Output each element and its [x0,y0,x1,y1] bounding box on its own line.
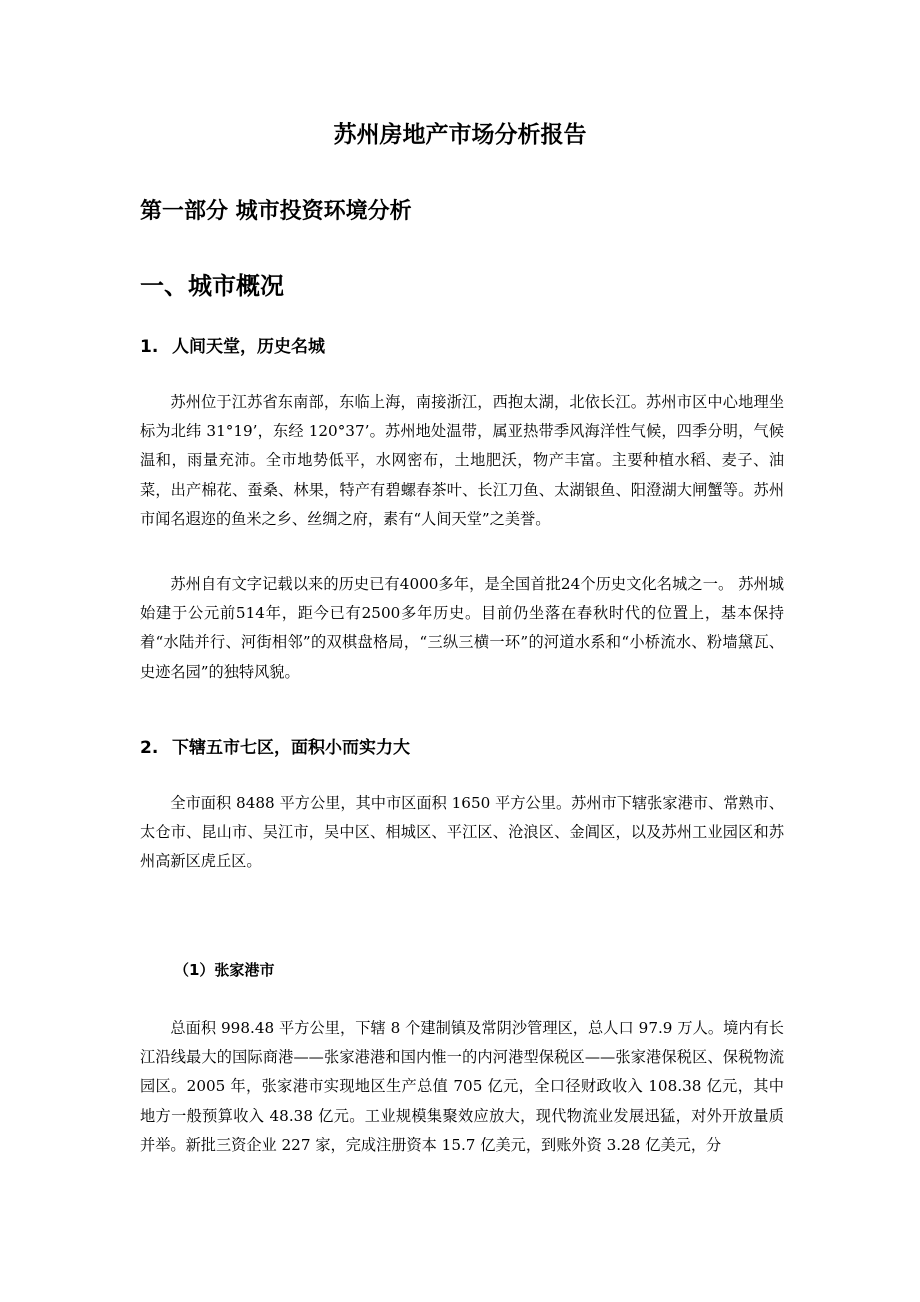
part-heading: 第一部分 城市投资环境分析 [140,199,412,224]
paragraph: 苏州位于江苏省东南部，东临上海，南接浙江，西抱太湖，北依长江。苏州市区中心地理坐标为北纬 31°19’，东经 120°37’。苏州地处温带，属亚热带季风海洋性气候，四季分明，气候温和，雨量充沛。全市地势低平，水网密布，土地肥沃，物产丰富。主要种植水稻、麦子、油菜，出产棉花、蚕桑、林果，特产有碧螺春茶叶、长江刀鱼、太湖银鱼、阳澄湖大闸蟹等。苏州市闻名遐迩的鱼米之乡、丝绸之府，素有“人间天堂”之美誉。 [140,393,784,528]
section-heading: 一、城市概况 [140,272,284,300]
subsection-title: 下辖五市七区，面积小而实力大 [172,738,410,758]
paragraph: 苏州自有文字记载以来的历史已有4000多年，是全国首批24个历史文化名城之一。 苏州城始建于公元前514年，距今已有2500多年历史。目前仍坐落在春秋时代的位置上，基本保持着“水陆并行、河街相邻”的双棋盘格局，“三纵三横一环”的河道水系和“小桥流水、粉墙黛瓦、史迹名园”的独特风貌。 [140,575,784,681]
sub-subsection-heading: （1）张家港市 [174,961,275,979]
subsection-number: 1. [140,337,159,357]
subsection-heading-2 [140,734,410,762]
subsection-heading-1 [140,333,325,361]
paragraph: 总面积 998.48 平方公里，下辖 8 个建制镇及常阴沙管理区，总人口 97.9 万人。境内有长江沿线最大的国际商港——张家港港和国内惟一的内河港型保税区——张家港保税区、保税物流园区。2005 年，张家港市实现地区生产总值 705 亿元，全口径财政收入 108.38 亿元，其中地方一般预算收入 48.38 亿元。工业规模集聚效应放大，现代物流业发展迅猛，对外开放量质并举。新批三资企业 227 家，完成注册资本 15.7 亿美元，到账外资 3.28 亿美元，分 [140,1019,784,1154]
document-title: 苏州房地产市场分析报告 [333,122,587,148]
paragraph: 全市面积 8488 平方公里，其中市区面积 1650 平方公里。苏州市下辖张家港市、常熟市、太仓市、昆山市、吴江市，吴中区、相城区、平江区、沧浪区、金阊区，以及苏州工业园区和苏州高新区虎丘区。 [140,794,784,871]
subsection-number: 2. [140,738,159,758]
subsection-title: 人间天堂，历史名城 [172,337,325,357]
